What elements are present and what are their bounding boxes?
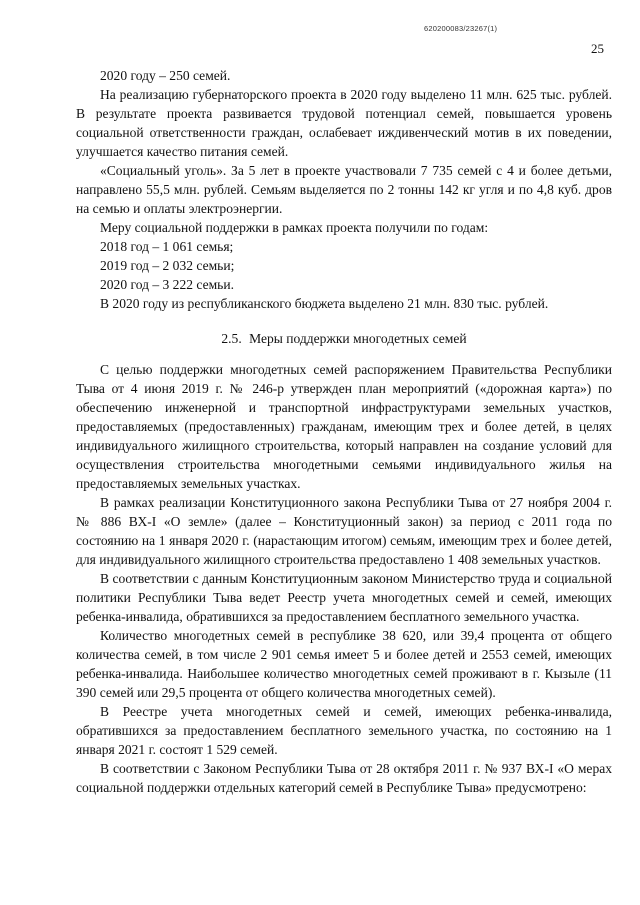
document-body: [76, 66, 612, 797]
document-id: 620200083/23267(1): [424, 24, 498, 33]
paragraph-governor-project: На реализацию губернаторского проекта в 2020 году выделено 11 млн. 625 тыс. рублей. В результате проекта развивается трудовой потенциал семей, повышается уровень социальной ответственности граждан, ослабевает иждивенческий мотив в их поведении, улучшается качество питания семей.: [76, 87, 612, 159]
paragraph-roadmap: С целью поддержки многодетных семей распоряжением Правительства Республики Тыва от 4 июня 2019 г. № 246-р утвержден план мероприятий («дорожная карта») по обеспечению инженерной и транспортной инфраструктурами земельных участков, предоставляемых (предоставленных) гражданам, имеющим трех и более детей, в целях индивидуального жилищного строительства, который направлен на создание условий для осуществления строительства многодетными семьями индивидуального жилья на предоставляемых земельных участках.: [76, 362, 612, 491]
paragraph-by-years-intro: Меру социальной поддержки в рамках проекта получили по годам:: [100, 220, 489, 235]
paragraph-social-coal: «Социальный уголь». За 5 лет в проекте участвовали 7 735 семей с 4 и более детьми, направлено 55,5 млн. рублей. Семьям выделяется по 2 тонны 142 кг угля и по 4,8 куб. дров на семью и оплаты электроэнергии.: [76, 163, 612, 216]
section-number: 2.5.: [221, 331, 242, 346]
page-number: 25: [591, 41, 604, 56]
paragraph-statistics: Количество многодетных семей в республике 38 620, или 39,4 процента от общего количества семей, в том числе 2 901 семья имеет 5 и более детей и 2553 семей, имеющих ребенка-инвалида. Наибольшее количество многодетных семей проживают в г. Кызыле (11 390 семей или 29,5 процента от общего количества многодетных семей).: [76, 628, 612, 700]
paragraph-registry-count: В Реестре учета многодетных семей и семей, имеющих ребенка-инвалида, обратившихся за предоставлением бесплатного земельного участка, по состоянию на 1 января 2021 г. состоят 1 529 семей.: [76, 704, 612, 757]
paragraph-law-937: В соответствии с Законом Республики Тыва от 28 октября 2011 г. № 937 ВХ-I «О мерах социальной поддержки отдельных категорий семей в Республике Тыва» предусмотрено:: [76, 761, 612, 795]
list-item-year-2018: 2018 год – 1 061 семья;: [100, 239, 234, 254]
paragraph-budget-2020: В 2020 году из республиканского бюджета выделено 21 млн. 830 тыс. рублей.: [100, 296, 549, 311]
list-item-year-2020: 2020 год – 3 222 семьи.: [100, 277, 234, 292]
paragraph-registry: В соответствии с данным Конституционным законом Министерство труда и социальной политики Республики Тыва ведет Реестр учета многодетных семей и семей, имеющих ребенка-инвалида, обратившихся за предоставлением бесплатного земельного участка.: [76, 571, 612, 624]
paragraph-continuation: 2020 году – 250 семей.: [100, 68, 231, 83]
section-heading: [76, 329, 612, 348]
section-title: Меры поддержки многодетных семей: [249, 331, 467, 346]
paragraph-land-law: В рамках реализации Конституционного закона Республики Тыва от 27 ноября 2004 г. № 886 ВХ-I «О земле» (далее – Конституционный закон) за период с 2011 года по состоянию на 1 января 2020 г. (нарастающим итогом) семьям, имеющим трех и более детей, для индивидуального жилищного строительства предоставлено 1 408 земельных участков.: [76, 495, 612, 567]
list-item-year-2019: 2019 год – 2 032 семьи;: [100, 258, 235, 273]
